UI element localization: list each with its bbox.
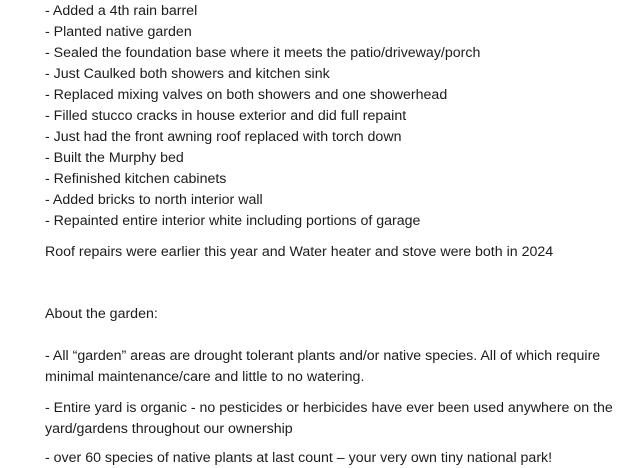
update-item: - Added bricks to north interior wall (45, 192, 263, 208)
repairs-note: Roof repairs were earlier this year and Water heater and stove were both in 2024 (45, 244, 554, 260)
update-item: - Built the Murphy bed (45, 150, 184, 166)
update-item: - Just had the front awning roof replaced with torch down (45, 129, 402, 145)
update-item: - Refinished kitchen cabinets (45, 171, 227, 187)
update-item: - Repainted entire interior white including portions of garage (45, 213, 421, 229)
garden-point: - Entire yard is organic - no pesticides or herbicides have ever been used anywhere on the yard/gardens throughout our ownership (45, 400, 613, 437)
update-item: - Just Caulked both showers and kitchen sink (45, 66, 330, 82)
garden-heading: About the garden: (45, 306, 158, 322)
update-item: - Added a 4th rain barrel (45, 3, 198, 19)
update-item: - Filled stucco cracks in house exterior and did full repaint (45, 108, 407, 124)
garden-point: - All “garden” areas are drought tolerant plants and/or native species. All of which require minimal maintenance/care and little to no watering. (45, 348, 601, 385)
update-item: - Sealed the foundation base where it meets the patio/driveway/porch (45, 45, 481, 61)
update-item: - Planted native garden (45, 24, 192, 40)
update-item: - Replaced mixing valves on both showers and one showerhead (45, 87, 448, 103)
garden-point: - over 60 species of native plants at last count – your very own tiny national park! (45, 450, 553, 466)
